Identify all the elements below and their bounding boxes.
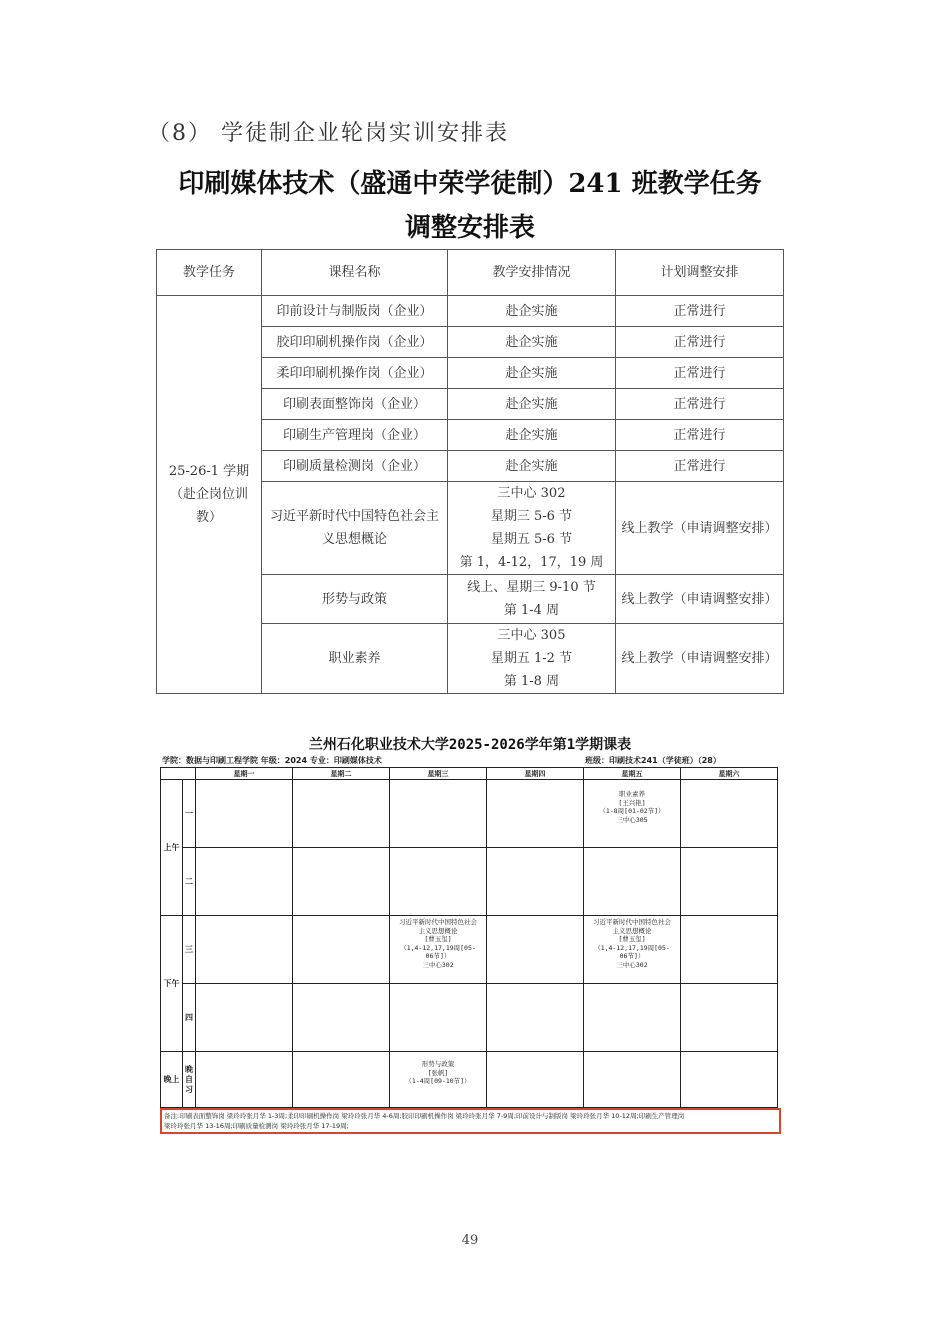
arrangement xyxy=(448,482,616,575)
session-label: 上午 xyxy=(161,780,183,916)
adjustment: 正常进行 xyxy=(616,296,784,327)
day-header: 星期五 xyxy=(584,768,681,780)
period-label: 三 xyxy=(183,916,196,984)
course-name: 胶印印刷机操作岗（企业） xyxy=(262,327,448,358)
timetable-cell xyxy=(487,848,584,916)
page-number: 49 xyxy=(461,1233,479,1248)
session-label: 下午 xyxy=(161,916,183,1052)
course-line: [曹玉玺] xyxy=(618,935,646,943)
timetable-cell xyxy=(681,1052,778,1108)
course-line: 主义思想概论 xyxy=(418,926,458,935)
adjustment: 正常进行 xyxy=(616,451,784,482)
timetable-cell xyxy=(487,780,584,848)
timetable-cell xyxy=(681,916,778,984)
arrangement: 赴企实施 xyxy=(448,451,616,482)
timetable-cell xyxy=(293,984,390,1052)
period-label: 一 xyxy=(183,780,196,848)
timetable-cell xyxy=(196,984,293,1052)
timetable-cell xyxy=(681,984,778,1052)
arrangement: 赴企实施 xyxy=(448,358,616,389)
term-cell xyxy=(157,296,262,694)
timetable-cell xyxy=(584,1052,681,1108)
timetable-cell xyxy=(681,848,778,916)
course-name: 职业素养 xyxy=(262,624,448,694)
course-line: [王兴艳] xyxy=(618,798,646,807)
course-line: 职业素养 xyxy=(619,790,645,798)
arrangement: 赴企实施 xyxy=(448,420,616,451)
arrangement: 赴企实施 xyxy=(448,389,616,420)
adjustment: 正常进行 xyxy=(616,389,784,420)
timetable-info-right: 班级：印刷技术241（学徒班）（28） xyxy=(585,756,721,765)
timetable-cell xyxy=(487,984,584,1052)
section-heading: （8） 学徒制企业轮岗实训安排表 xyxy=(148,121,509,146)
course-line: [张帆] xyxy=(427,1068,449,1077)
course-name: 印刷质量检测岗（企业） xyxy=(262,451,448,482)
timetable-cell xyxy=(681,780,778,848)
course-line: 主义思想概论 xyxy=(612,926,652,935)
arrangement: 赴企实施 xyxy=(448,327,616,358)
course-name: 印刷生产管理岗（企业） xyxy=(262,420,448,451)
arrangement-line: 三中心 302 xyxy=(497,486,566,501)
timetable-cell xyxy=(293,848,390,916)
period-row xyxy=(161,780,778,848)
adjustment: 正常进行 xyxy=(616,327,784,358)
period-label: 二 xyxy=(183,848,196,916)
document-title-line2: 调整安排表 xyxy=(404,213,535,243)
timetable-cell xyxy=(390,848,487,916)
teaching-task-table xyxy=(156,249,784,694)
timetable-notes xyxy=(160,1108,781,1134)
timetable-cell xyxy=(584,984,681,1052)
course-line: 三中心305 xyxy=(616,815,648,824)
adjustment: 线上教学（申请调整安排） xyxy=(616,575,784,624)
day-header: 星期六 xyxy=(681,768,778,780)
header-course-name: 课程名称 xyxy=(262,250,448,296)
timetable-info-left: 学院：数据与印刷工程学院 年级：2024 专业：印刷媒体技术 xyxy=(162,756,382,765)
course-entry xyxy=(584,790,680,824)
course-entry xyxy=(584,918,680,969)
arrangement-line: 第 1-4 周 xyxy=(503,603,560,618)
timetable-cell xyxy=(390,1052,487,1108)
course-line: （1,4-12,17,19周[05- xyxy=(400,943,476,952)
adjustment: 线上教学（申请调整安排） xyxy=(616,624,784,694)
arrangement-line: 第 1-8 周 xyxy=(503,674,560,689)
table-header-row xyxy=(157,250,784,296)
course-line: 06节]） xyxy=(619,952,645,960)
period-row xyxy=(161,916,778,984)
course-name: 印前设计与制版岗（企业） xyxy=(262,296,448,327)
timetable-cell xyxy=(487,1052,584,1108)
timetable-cell xyxy=(293,1052,390,1108)
adjustment: 线上教学（申请调整安排） xyxy=(616,482,784,575)
adjustment: 正常进行 xyxy=(616,420,784,451)
day-header: 星期一 xyxy=(196,768,293,780)
course-line: 三中心302 xyxy=(616,960,648,969)
course-line: （1,4-12,17,19周[05- xyxy=(594,943,670,952)
course-line: 06节]） xyxy=(425,952,451,960)
timetable-cell xyxy=(293,916,390,984)
day-header: 星期三 xyxy=(390,768,487,780)
header-adjustment: 计划调整安排 xyxy=(616,250,784,296)
timetable-info xyxy=(160,755,780,767)
course-name: 柔印印刷机操作岗（企业） xyxy=(262,358,448,389)
timetable-image xyxy=(160,735,780,1134)
course-line: [曹玉玺] xyxy=(424,935,452,943)
notes-line: 梁玲玲张月华 13-16周;印刷质量检测岗 梁玲玲张月华 17-19周; xyxy=(164,1122,349,1130)
day-header: 星期四 xyxy=(487,768,584,780)
course-line: 三中心302 xyxy=(422,960,454,969)
document-title-line1: 印刷媒体技术（盛通中荣学徒制）241 班教学任务 xyxy=(178,169,762,199)
course-line: 形势与政策 xyxy=(421,1060,455,1068)
notes-line: 备注:印刷表面整饰岗 梁玲玲张月华 1-3周;柔印印刷机操作岗 梁玲玲张月华 4-6周;胶印印刷机操作岗 梁玲玲张月华 7-9周;印前设计与制版岗 梁玲玲张月华 10-12周;印刷生产管理岗 xyxy=(164,1112,685,1120)
timetable-cell xyxy=(390,780,487,848)
adjustment: 正常进行 xyxy=(616,358,784,389)
arrangement-line: 第 1，4-12，17，19 周 xyxy=(459,555,604,570)
header-arrangement: 教学安排情况 xyxy=(448,250,616,296)
course-line: 习近平新时代中国特色社会 xyxy=(399,918,477,926)
arrangement-line: 星期五 5-6 节 xyxy=(490,532,573,547)
course-name: 习近平新时代中国特色社会主义思想概论 xyxy=(262,482,448,575)
timetable-cell xyxy=(196,780,293,848)
arrangement-line: 星期五 1-2 节 xyxy=(490,651,573,666)
arrangement: 赴企实施 xyxy=(448,296,616,327)
session-label: 晚上 xyxy=(161,1052,183,1108)
timetable-header-row xyxy=(161,768,778,780)
timetable-title: 兰州石化职业技术大学2025-2026学年第1学期课表 xyxy=(308,737,632,753)
arrangement xyxy=(448,624,616,694)
timetable-cell xyxy=(390,984,487,1052)
period-label: 四 xyxy=(183,984,196,1052)
arrangement-line: 星期三 5-6 节 xyxy=(490,509,573,524)
header-teaching-task: 教学任务 xyxy=(157,250,262,296)
day-header: 星期二 xyxy=(293,768,390,780)
course-name: 形势与政策 xyxy=(262,575,448,624)
timetable-cell xyxy=(584,916,681,984)
timetable-cell xyxy=(487,916,584,984)
course-entry xyxy=(390,1060,486,1086)
term-note: （赴企岗位训教） xyxy=(169,487,248,525)
arrangement-line: 线上、星期三 9-10 节 xyxy=(467,580,596,595)
timetable-grid xyxy=(160,767,778,1108)
course-line: （1-8周[01-02节]） xyxy=(599,807,665,815)
course-entry xyxy=(390,918,486,969)
period-row xyxy=(161,984,778,1052)
timetable-cell xyxy=(584,780,681,848)
course-line: （1-4周[09-10节]） xyxy=(405,1077,471,1085)
timetable-cell xyxy=(196,916,293,984)
course-line: 习近平新时代中国特色社会 xyxy=(593,918,671,926)
period-label: 晚自习 xyxy=(183,1052,196,1108)
corner-cell xyxy=(161,768,196,780)
period-row xyxy=(161,848,778,916)
timetable-cell xyxy=(196,848,293,916)
arrangement xyxy=(448,575,616,624)
timetable-cell xyxy=(196,1052,293,1108)
arrangement-line: 三中心 305 xyxy=(497,628,566,643)
timetable-cell xyxy=(293,780,390,848)
timetable-cell xyxy=(390,916,487,984)
table-row xyxy=(157,296,784,327)
course-name: 印刷表面整饰岗（企业） xyxy=(262,389,448,420)
timetable-cell xyxy=(584,848,681,916)
term-label: 25-26-1 学期 xyxy=(168,464,250,479)
period-row xyxy=(161,1052,778,1108)
